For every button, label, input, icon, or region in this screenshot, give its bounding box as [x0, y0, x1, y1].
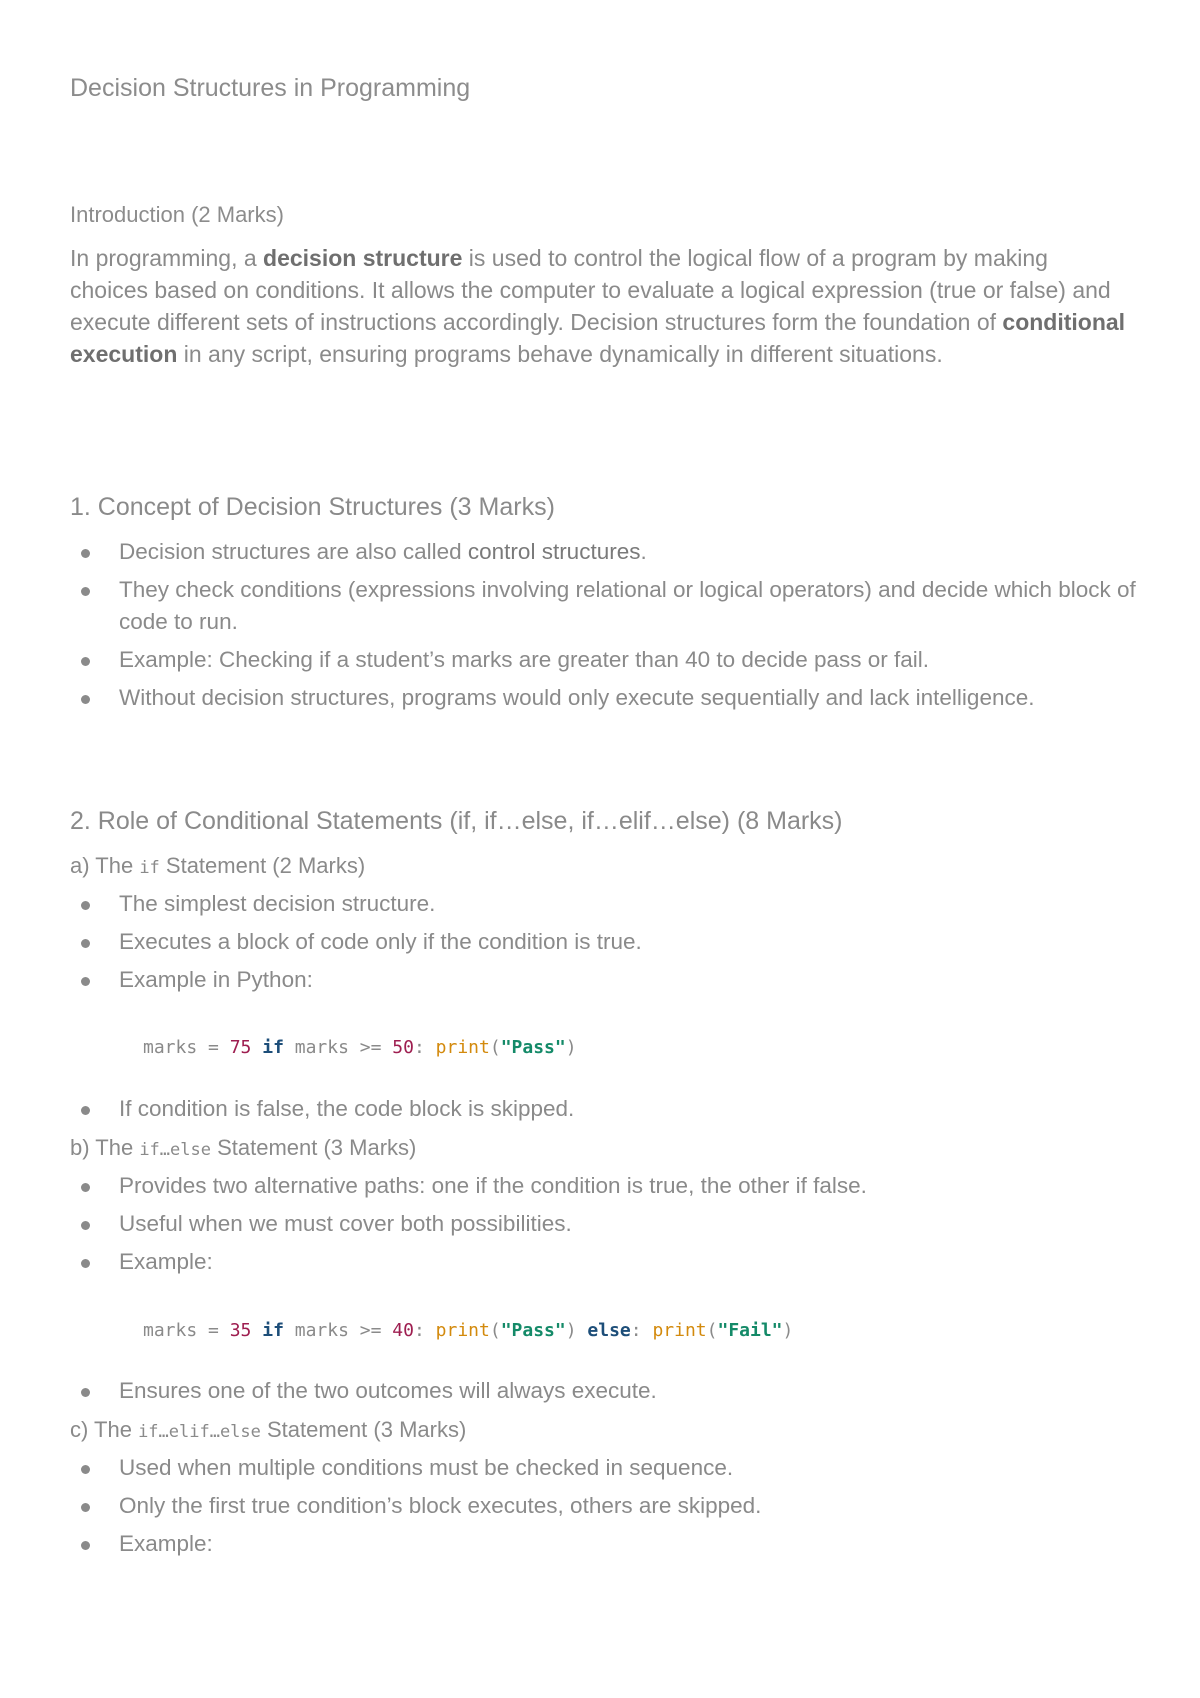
inline-code: if…elif…else: [138, 1422, 261, 1442]
subsection-b-heading: [70, 1135, 416, 1161]
list-item: [70, 964, 1140, 996]
intro-text-2: is used to control the logical flow of a program by making choices based on conditions. It allows the computer to evaluate a logical expression (true or false) and execute different sets of instructions accordingly. Decision structures form the foundation of: [70, 245, 1111, 335]
bullet-icon: [81, 549, 90, 558]
section1-list: [70, 536, 1140, 720]
list-item-text: They check conditions (expressions involving relational or logical operators) and decide which block of code to run.: [119, 577, 1136, 634]
list-item: [70, 1093, 1140, 1125]
list-item: [70, 1208, 1140, 1240]
bullet-icon: [81, 1503, 90, 1512]
list-item: [70, 536, 1140, 568]
code-example-if-else: marks = 35 if marks >= 40: print("Pass") else: print("Fail"): [143, 1320, 794, 1341]
list-item-text: If condition is false, the code block is skipped.: [119, 1096, 575, 1121]
subsection-c-heading: [70, 1417, 466, 1443]
bullet-icon: [81, 901, 90, 910]
intro-text-3: in any script, ensuring programs behave dynamically in different situations.: [177, 341, 943, 367]
list-item: [70, 1375, 1140, 1407]
subheading-text: a) The: [70, 853, 140, 878]
list-item-text: Decision structures are also called: [119, 539, 468, 564]
bullet-icon: [81, 939, 90, 948]
bullet-icon: [81, 1106, 90, 1115]
intro-bold-conditional-execution: conditional execution: [70, 309, 1126, 367]
subsection-a-list: [70, 888, 1140, 1002]
list-item: [70, 1528, 1140, 1560]
list-item-text: Executes a block of code only if the condition is true.: [119, 929, 642, 954]
list-item: [70, 682, 1140, 714]
list-item-text: Useful when we must cover both possibilities.: [119, 1211, 572, 1236]
list-item: [70, 644, 1140, 676]
intro-text-1: In programming, a: [70, 245, 264, 271]
list-item: [70, 1170, 1140, 1202]
code-example-if: marks = 75 if marks >= 50: print("Pass"): [143, 1037, 577, 1058]
bullet-icon: [81, 1259, 90, 1268]
bullet-icon: [81, 1388, 90, 1397]
subsection-a-heading: [70, 853, 365, 879]
list-item: [70, 926, 1140, 958]
list-item-text: Example: Checking if a student’s marks are greater than 40 to decide pass or fail.: [119, 647, 930, 672]
bullet-icon: [81, 587, 90, 596]
intro-paragraph: [70, 242, 1130, 370]
bullet-icon: [81, 695, 90, 704]
bullet-icon: [81, 657, 90, 666]
subsection-a-after-list: [70, 1093, 1140, 1131]
list-item-text: Provides two alternative paths: one if the condition is true, the other if false.: [119, 1173, 867, 1198]
subsection-c-list: [70, 1452, 1140, 1566]
section1-heading: 1. Concept of Decision Structures (3 Marks): [70, 493, 555, 521]
list-item-text: Example in Python:: [119, 967, 313, 992]
bullet-icon: [81, 1221, 90, 1230]
subsection-b-after-list: [70, 1375, 1140, 1413]
subheading-text: Statement (3 Marks): [210, 1135, 417, 1160]
list-item-text: Example:: [119, 1531, 213, 1556]
subheading-text: Statement (3 Marks): [260, 1417, 467, 1442]
list-item-text: Only the first true condition’s block executes, others are skipped.: [119, 1493, 762, 1518]
list-item-text: Ensures one of the two outcomes will always execute.: [119, 1378, 657, 1403]
inline-code: if: [139, 858, 160, 878]
inline-code: if…else: [139, 1140, 211, 1160]
list-item-bold-text: control structures: [467, 539, 641, 564]
list-item-text: Without decision structures, programs would only execute sequentially and lack intelligence.: [119, 685, 1035, 710]
subheading-text: b) The: [70, 1135, 140, 1160]
intro-heading: Introduction (2 Marks): [70, 202, 284, 227]
intro-bold-decision-structure: decision structure: [263, 245, 463, 271]
bullet-icon: [81, 1541, 90, 1550]
list-item-text: The simplest decision structure.: [119, 891, 436, 916]
bullet-icon: [81, 1183, 90, 1192]
section2-heading: 2. Role of Conditional Statements (if, if…else, if…elif…else) (8 Marks): [70, 807, 843, 835]
list-item: [70, 888, 1140, 920]
list-item: [70, 574, 1140, 638]
subheading-text: Statement (2 Marks): [159, 853, 366, 878]
bullet-icon: [81, 1465, 90, 1474]
list-item-text: Used when multiple conditions must be checked in sequence.: [119, 1455, 734, 1480]
list-item: [70, 1452, 1140, 1484]
bullet-icon: [81, 977, 90, 986]
list-item: [70, 1490, 1140, 1522]
subsection-b-list: [70, 1170, 1140, 1284]
document-title: Decision Structures in Programming: [70, 74, 471, 102]
subheading-text: c) The: [70, 1417, 139, 1442]
list-item: [70, 1246, 1140, 1278]
list-item-text: .: [640, 539, 647, 564]
list-item-text: Example:: [119, 1249, 213, 1274]
